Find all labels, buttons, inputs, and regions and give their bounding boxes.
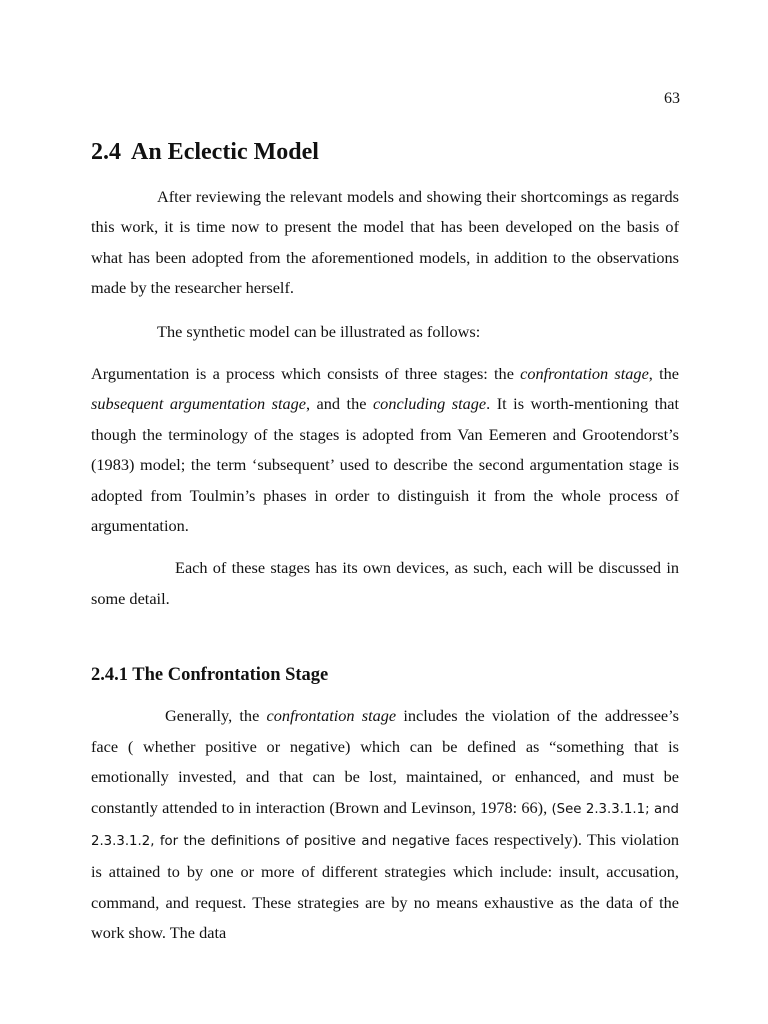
stages-text-g: . It is worth-mentioning that though the terminology of the stages is adopted from Van Eemeren and Grootendorst’s (1983) model; the term ‘subsequent’ used to describe the second argumentation stage is adopted from Toulmin’s phases in order to distinguish it from the whole process of argumentation.	[91, 394, 680, 536]
confrontation-term: confrontation stage	[266, 706, 397, 726]
subsection-heading	[91, 662, 679, 688]
cross-reference-note: (See 2.3.3.1.1; and 2.3.3.1.2, for the definitions of positive and negative	[91, 801, 679, 849]
stages-term-subsequent: subsequent argumentation stage	[91, 394, 306, 414]
section-number: 2.4	[91, 139, 121, 165]
page-number: 63	[664, 90, 680, 107]
paragraph-devices: Each of these stages has its own devices, as such, each will be discussed in some detail.	[91, 558, 679, 608]
confrontation-text-c: includes the violation of the addressee’s face ( whether positive or negative) which can be defined as “something that is emotionally invested, and that can be lost, maintained, or enhanced, and must be constantly attended to in interaction (Brown and Levinson, 1978: 66),	[91, 706, 680, 817]
section-heading	[91, 137, 679, 167]
subsection-number: 2.4.1	[91, 665, 128, 686]
stages-term-confrontation: confrontation stage	[520, 364, 649, 384]
subsection-title: The Confrontation Stage	[132, 665, 329, 686]
paragraph-confrontation	[91, 701, 679, 948]
paragraph-intro: After reviewing the relevant models and showing their shortcomings as regards this work, it is time now to present the model that has been developed on the basis of what has been adopted from the aforementioned models, in addition to the observations made by the researcher herself.	[91, 187, 679, 298]
paragraph-stages	[91, 359, 679, 541]
stages-term-concluding: concluding stage	[372, 394, 487, 414]
page-body	[91, 137, 679, 949]
stages-text-c: , the	[648, 364, 679, 384]
confrontation-text-a: Generally, the	[165, 706, 267, 726]
stages-text-e: , and the	[305, 394, 373, 414]
paragraph-synthetic-model: The synthetic model can be illustrated as follows:	[157, 321, 481, 341]
stages-text-a: Argumentation is a process which consists of three stages: the	[91, 364, 521, 384]
confrontation-text-e: faces respectively). This violation is attained to by one or more of different strategies which include: insult, accusation, command, and request. These strategies are by no means exhaustive as the data of the work show. The data	[91, 829, 679, 943]
section-title: An Eclectic Model	[131, 139, 319, 165]
